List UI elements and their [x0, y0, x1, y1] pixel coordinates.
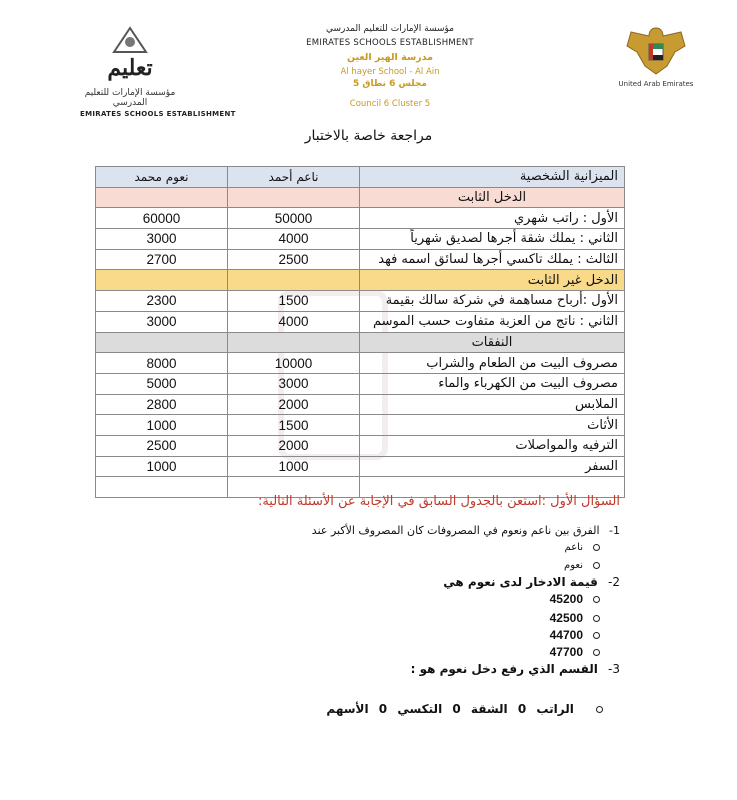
- q3-options: [326, 702, 603, 716]
- column-header-naoum: نعوم محمد: [96, 167, 228, 188]
- radio-icon[interactable]: [593, 562, 600, 569]
- naoum-value: 3000: [96, 311, 228, 332]
- naoum-value: 8000: [96, 353, 228, 374]
- q2-option-1[interactable]: [550, 592, 600, 606]
- option-apartment[interactable]: الشقة: [470, 702, 508, 716]
- council-arabic: مجلس 6 نطاق 5: [353, 79, 427, 89]
- table-row: [96, 456, 625, 477]
- row-label: السفر: [360, 456, 625, 477]
- option-label: 47700: [549, 645, 583, 659]
- table-row: [96, 311, 625, 332]
- question-1: [312, 524, 620, 537]
- naoum-value: 2800: [96, 394, 228, 415]
- section-fixed-income: [96, 187, 625, 208]
- naoum-value: 2500: [96, 435, 228, 456]
- q2-option-2[interactable]: [550, 611, 600, 625]
- naoum-value: 3000: [96, 229, 228, 250]
- row-label: الأول :أرباح مساهمة في شركة سالك بقيمة: [360, 291, 625, 312]
- q2-option-4[interactable]: [550, 645, 600, 659]
- option-label: 42500: [549, 611, 583, 625]
- radio-icon[interactable]: [593, 544, 600, 551]
- radio-icon[interactable]: [593, 632, 600, 639]
- naem-value: 50000: [228, 208, 360, 229]
- table-row: [96, 249, 625, 270]
- option-separator: 0: [517, 702, 527, 716]
- row-label: الثاني : يملك شقة أجرها لصديق شهرياً: [360, 229, 625, 250]
- question-number: 2-: [608, 575, 620, 589]
- q1-option-2[interactable]: [564, 560, 600, 571]
- question-text: قيمة الادخار لدى نعوم هي: [443, 575, 598, 589]
- table-row: [96, 353, 625, 374]
- naem-value: 2000: [228, 394, 360, 415]
- naem-value: 2000: [228, 435, 360, 456]
- option-separator: 0: [452, 702, 461, 716]
- naem-value: 1500: [228, 415, 360, 436]
- option-shares[interactable]: الأسهم: [326, 702, 369, 716]
- row-label: الملابس: [360, 394, 625, 415]
- table-row: [96, 415, 625, 436]
- school-header: [290, 24, 490, 109]
- option-label: ناعم: [564, 542, 583, 553]
- row-label: الترفيه والمواصلات: [360, 435, 625, 456]
- column-header-budget: الميزانية الشخصية: [360, 167, 625, 188]
- table-row: [96, 291, 625, 312]
- council-english: Council 6 Cluster 5: [349, 99, 431, 109]
- table-row: [96, 229, 625, 250]
- row-label: الأول : راتب شهري: [360, 208, 625, 229]
- naem-value: 4000: [228, 229, 360, 250]
- naoum-value: 2700: [96, 249, 228, 270]
- table-row: [96, 394, 625, 415]
- section-title: النفقات: [360, 332, 625, 353]
- ese-logo: [80, 24, 236, 118]
- q1-option-1[interactable]: [565, 542, 600, 553]
- option-salary[interactable]: الراتب: [536, 702, 574, 716]
- naem-value: 2500: [228, 249, 360, 270]
- row-label: مصروف البيت من الطعام والشراب: [360, 353, 625, 374]
- logo-arabic-name: مؤسسة الإمارات للتعليم المدرسي: [84, 88, 176, 108]
- falcon-emblem-icon: [621, 22, 691, 78]
- question-text: القسم الذي رفع دخل نعوم هو :: [410, 662, 598, 676]
- option-separator: 0: [378, 702, 388, 716]
- question-3: [411, 662, 620, 676]
- org-arabic: مؤسسة الإمارات للتعليم المدرسي: [326, 24, 454, 34]
- naoum-value: 2300: [96, 291, 228, 312]
- question-2: [443, 575, 620, 589]
- row-label: الثاني : ناتج من العزبة متفاوت حسب الموسم: [360, 311, 625, 332]
- radio-icon[interactable]: [593, 596, 600, 603]
- school-name-english: Al hayer School - Al Ain: [340, 67, 440, 77]
- radio-icon[interactable]: [596, 706, 603, 713]
- question-one-heading: السؤال الأول :استعن بالجدول السابق في الإجابة عن الأسئلة التالية:: [257, 494, 620, 509]
- section-variable-income: [96, 270, 625, 291]
- naem-value: 4000: [228, 311, 360, 332]
- row-label: مصروف البيت من الكهرباء والماء: [360, 373, 625, 394]
- radio-icon[interactable]: [593, 615, 600, 622]
- question-number: 1-: [609, 524, 620, 537]
- table-row: [96, 373, 625, 394]
- naoum-value: 60000: [96, 208, 228, 229]
- row-label: الثالث : يملك تاكسي أجرها لسائق اسمه فهد: [360, 249, 625, 270]
- option-label: نعوم: [564, 560, 583, 571]
- naem-value: 3000: [228, 373, 360, 394]
- section-title: الدخل غير الثابت: [360, 270, 625, 291]
- question-number: 3-: [608, 662, 620, 676]
- org-english: EMIRATES SCHOOLS ESTABLISHMENT: [306, 38, 474, 48]
- naem-value: 1500: [228, 291, 360, 312]
- school-name-arabic: مدرسة الهير العين: [346, 52, 434, 63]
- row-label: الأثاث: [360, 415, 625, 436]
- ese-logo-icon: [110, 24, 150, 56]
- table-row: [96, 435, 625, 456]
- table-header-row: [96, 167, 625, 188]
- naoum-value: 5000: [96, 373, 228, 394]
- page-title: مراجعة خاصة بالاختبار: [304, 128, 433, 144]
- column-header-naem: ناعم أحمد: [228, 167, 360, 188]
- section-expenses: [96, 332, 625, 353]
- naem-value: 1000: [228, 456, 360, 477]
- table-row: [96, 208, 625, 229]
- naoum-value: 1000: [96, 415, 228, 436]
- option-label: 45200: [549, 592, 583, 606]
- section-title: الدخل الثابت: [360, 187, 625, 208]
- logo-english-name: EMIRATES SCHOOLS ESTABLISHMENT: [80, 110, 236, 118]
- naem-value: 10000: [228, 353, 360, 374]
- naoum-value: 1000: [96, 456, 228, 477]
- radio-icon[interactable]: [593, 649, 600, 656]
- option-taxi[interactable]: التكسي: [397, 702, 443, 716]
- logo-mark: تعليم: [107, 55, 153, 81]
- option-label: 44700: [549, 628, 583, 642]
- emblem-caption: United Arab Emirates: [618, 80, 694, 88]
- personal-budget-table: [95, 166, 625, 498]
- question-text: الفرق بين ناعم ونعوم في المصروفات كان المصروف الأكبر عند: [311, 524, 600, 537]
- uae-emblem: [616, 22, 696, 88]
- q2-option-3[interactable]: [550, 628, 600, 642]
